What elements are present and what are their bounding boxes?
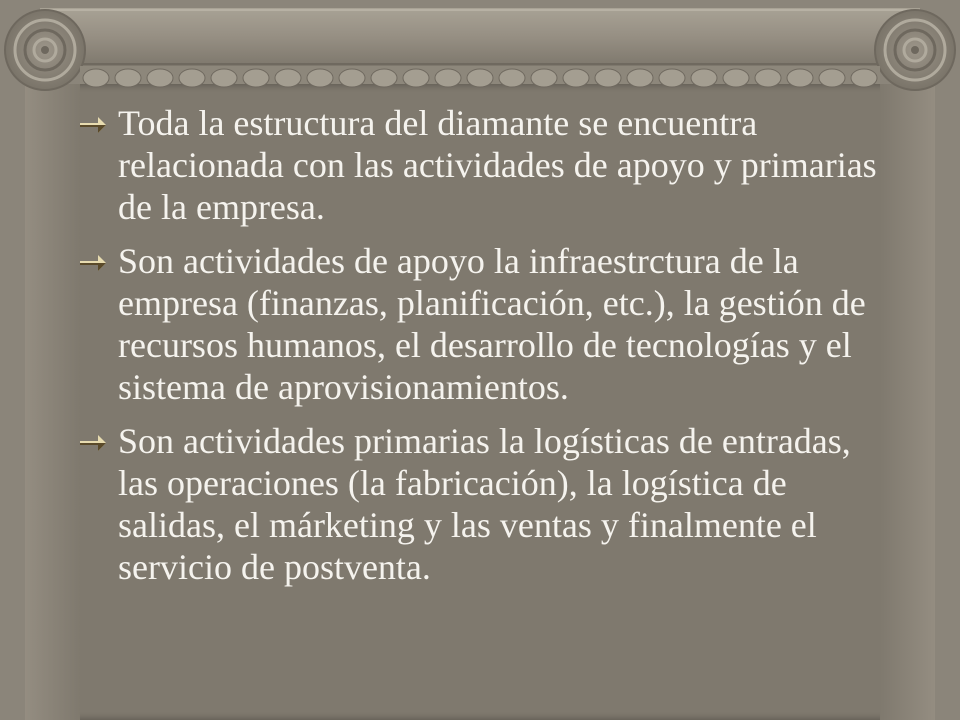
- column-shade-left: [25, 84, 80, 720]
- bullet-item: [80, 240, 880, 408]
- bullet-text: Son actividades de apoyo la infraestrctura de la empresa (finanzas, planificación, etc.), la gestión de recursos humanos, el desarrollo de tecnologías y el sistema de aprovisionamientos.: [118, 241, 866, 407]
- column-shade-right: [880, 84, 935, 720]
- volute-right: [875, 10, 955, 90]
- capital-abacus: [40, 8, 920, 66]
- bullet-item: [80, 420, 880, 588]
- diamond-arrow-icon: [80, 114, 106, 136]
- bullet-item: [80, 102, 880, 228]
- volute-left: [5, 10, 85, 90]
- column-capital: [0, 0, 960, 100]
- capital-beads: [80, 66, 880, 87]
- bullet-text: Toda la estructura del diamante se encuentra relacionada con las actividades de apoyo y primarias de la empresa.: [118, 103, 877, 227]
- diamond-arrow-icon: [80, 252, 106, 274]
- bullet-text: Son actividades primarias la logísticas de entradas, las operaciones (la fabricación), la logística de salidas, el márketing y las ventas y finalmente el servicio de postventa.: [118, 421, 851, 587]
- bullet-list: [80, 102, 880, 600]
- diamond-arrow-icon: [80, 432, 106, 454]
